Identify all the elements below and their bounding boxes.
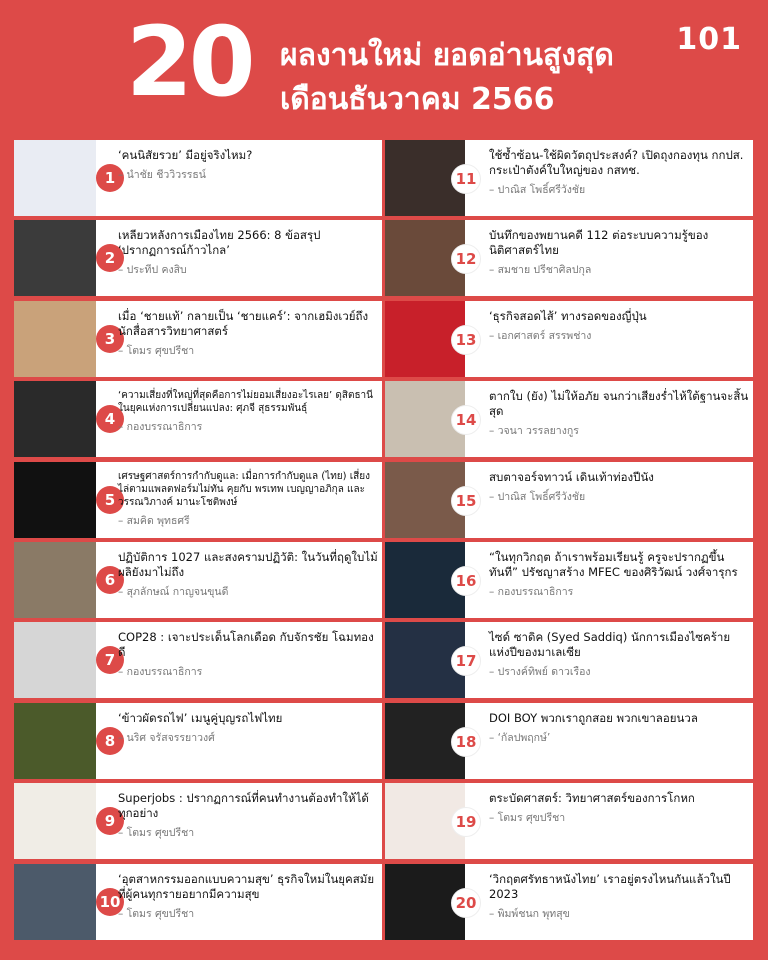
article-title: ‘ข้าวผัดรถไฟ’ เมนูคู่บุญรถไฟไทย xyxy=(118,710,283,725)
article-card[interactable] xyxy=(14,864,382,940)
article-title: สบตาจอร์จทาวน์ เดินเท้าท่องปีนัง xyxy=(489,469,654,484)
article-title: บันทึกของพยานคดี 112 ต่อระบบความรู้ของนิติศาสตร์ไทย xyxy=(489,228,709,258)
left-column xyxy=(14,140,382,944)
article-card[interactable] xyxy=(385,622,753,698)
article-thumbnail xyxy=(14,864,96,940)
article-card[interactable] xyxy=(385,220,753,296)
logo-101: 101 xyxy=(676,22,742,57)
article-thumbnail xyxy=(14,462,96,538)
article-title: ‘ความเสี่ยงที่ใหญ่ที่สุดคือการไม่ยอมเสี่ยงอะไรเลย’ ดุสิตธานีในยุคแห่งการเปลี่ยนแปลง: ศุภจี สุธรรมพันธุ์ xyxy=(118,390,373,415)
article-title: ตากใบ (ยัง) ไม่ให้อภัย จนกว่าเสียงร่ำไห้ใต้ฐานจะสิ้นสุด xyxy=(489,389,749,419)
article-thumbnail xyxy=(14,542,96,618)
article-card[interactable] xyxy=(14,462,382,538)
title-line1: ผลงานใหม่ ยอดอ่านสูงสุด xyxy=(280,38,614,73)
article-author: – ปาณิส โพธิ์ศรีวังชัย xyxy=(489,184,586,196)
article-title: ใช้ซ้ำซ้อน-ใช้ผิดวัตถุประสงค์? เปิดถุงกองทุน กกปส. กระเป๋าตังค์ใบใหญ่ของ กสทช. xyxy=(489,148,744,177)
article-text xyxy=(118,630,378,680)
rank-badge: 19 xyxy=(451,807,481,837)
rank-badge: 3 xyxy=(96,325,124,353)
article-text xyxy=(489,309,749,344)
article-text xyxy=(118,872,378,922)
rank-badge: 11 xyxy=(451,164,481,194)
article-thumbnail xyxy=(14,220,96,296)
rank-badge: 14 xyxy=(451,405,481,435)
article-title: COP28 : เจาะประเด็นโลกเดือด กับจักรชัย โฉมทองดี xyxy=(118,630,374,660)
article-author: – กองบรรณาธิการ xyxy=(489,585,574,598)
rank-badge: 18 xyxy=(451,727,481,757)
article-text xyxy=(118,228,378,278)
article-author: – กองบรรณาธิการ xyxy=(118,421,203,434)
rank-badge: 20 xyxy=(451,888,481,918)
rank-badge: 16 xyxy=(451,566,481,596)
rank-badge: 2 xyxy=(96,244,124,272)
rank-badge: 8 xyxy=(96,727,124,755)
article-title: เศรษฐศาสตร์การกำกับดูแล: เมื่อการกำกับดูแล (ไทย) เสี่ยงไล่ตามแพลตฟอร์มไม่ทัน คุยกับ พรเทพ เบญญาอภิกุล และวรรณวิภางค์ มานะโชติพงษ์ xyxy=(118,470,371,508)
article-author: – โตมร ศุขปรีชา xyxy=(489,812,566,825)
article-title: เหลียวหลังการเมืองไทย 2566: 8 ข้อสรุป ‘ปรากฏการณ์ก้าวไกล’ xyxy=(118,228,321,258)
article-text xyxy=(489,389,749,439)
article-title: ‘คนนิสัยรวย’ มีอยู่จริงไหม? xyxy=(118,148,253,162)
rank-badge: 13 xyxy=(451,325,481,355)
rank-badge: 6 xyxy=(96,566,124,594)
article-card[interactable] xyxy=(14,622,382,698)
article-author: – โตมร ศุขปรีชา xyxy=(118,907,195,920)
title-line2: เดือนธันวาคม 2566 xyxy=(280,82,555,117)
article-title: ปฏิบัติการ 1027 และสงครามปฏิวัติ: ในวันที่ฤดูใบไม้ผลิยังมาไม่ถึง xyxy=(118,549,378,579)
article-card[interactable] xyxy=(14,301,382,377)
article-thumbnail xyxy=(14,140,96,216)
article-author: – พิมพ์ชนก พุทสุข xyxy=(489,907,570,920)
article-author: – กองบรรณาธิการ xyxy=(118,666,203,679)
article-text xyxy=(489,630,749,680)
rank-badge: 4 xyxy=(96,405,124,433)
article-text xyxy=(118,711,378,746)
article-card[interactable] xyxy=(385,703,753,779)
article-title: เมื่อ ‘ชายแท้’ กลายเป็น ‘ชายแคร์’: จากเฮมิงเวย์ถึงนักสื่อสารวิทยาศาสตร์ xyxy=(118,308,369,338)
page-title xyxy=(280,34,614,122)
article-author: – สมชาย ปรีชาศิลปกุล xyxy=(489,264,592,277)
rank-badge: 10 xyxy=(96,888,124,916)
article-card[interactable] xyxy=(385,140,753,216)
article-card[interactable] xyxy=(385,542,753,618)
article-card[interactable] xyxy=(385,381,753,457)
article-title: ตระบัดศาสตร์: วิทยาศาสตร์ของการโกหก xyxy=(489,791,695,806)
big-number: 20 xyxy=(126,6,252,118)
article-title: “ในทุกวิกฤต ถ้าเราพร้อมเรียนรู้ ครูจะปรากฏขึ้นทันที” ปรัชญาสร้าง MFEC ของศิริวัฒน์ วงศ์จารุกร xyxy=(489,549,738,579)
article-title: ‘วิกฤตศรัทธาหนังไทย’ เราอยู่ตรงไหนกันแล้วในปี 2023 xyxy=(489,871,731,901)
article-thumbnail xyxy=(14,301,96,377)
article-author: – เอกศาสตร์ สรรพช่าง xyxy=(489,329,592,342)
article-title: ไซด์ ซาดิค (Syed Saddiq) นักการเมืองไซคร้ายแห่งปีของมาเลเซีย xyxy=(489,630,731,660)
article-text xyxy=(118,309,378,359)
article-text xyxy=(118,389,378,435)
right-column xyxy=(385,140,753,944)
rank-badge: 7 xyxy=(96,646,124,674)
article-text xyxy=(489,872,749,922)
article-author: – ‘กัลปพฤกษ์’ xyxy=(489,731,551,744)
article-text xyxy=(118,470,378,529)
article-author: – สุภลักษณ์ กาญจนขุนดี xyxy=(118,585,229,598)
article-card[interactable] xyxy=(14,703,382,779)
article-title: ‘อุตสาหกรรมออกแบบความสุข’ ธุรกิจใหม่ในยุคสมัยที่ผู้คนทุกรายอยากมีความสุข xyxy=(118,871,375,901)
article-author: – วจนา วรรลยางกูร xyxy=(489,425,579,438)
article-text xyxy=(489,711,749,746)
article-text xyxy=(118,550,378,600)
article-card[interactable] xyxy=(14,381,382,457)
article-card[interactable] xyxy=(14,542,382,618)
article-author: – สมคิด พุทธศรี xyxy=(118,514,190,527)
article-card[interactable] xyxy=(14,220,382,296)
article-text xyxy=(489,550,749,600)
article-text xyxy=(489,148,749,198)
article-author: – ปรางค์ทิพย์ ดาวเรือง xyxy=(489,666,591,679)
article-card[interactable] xyxy=(385,864,753,940)
article-card[interactable] xyxy=(385,783,753,859)
article-thumbnail xyxy=(14,381,96,457)
article-card[interactable] xyxy=(385,462,753,538)
article-thumbnail xyxy=(14,703,96,779)
rank-badge: 9 xyxy=(96,807,124,835)
article-author: – นำชัย ชีววิวรรธน์ xyxy=(118,169,206,181)
article-card[interactable] xyxy=(385,301,753,377)
article-card[interactable] xyxy=(14,783,382,859)
article-title: DOI BOY พวกเราถูกสอย พวกเขาลอยนวล xyxy=(489,710,698,725)
article-author: – นริศ จรัสจรรยาวงศ์ xyxy=(118,731,215,744)
rank-badge: 12 xyxy=(451,244,481,274)
rank-badge: 1 xyxy=(96,164,124,192)
rank-badge: 5 xyxy=(96,486,124,514)
article-text xyxy=(118,148,378,183)
article-title: Superjobs : ปรากฏการณ์ที่คนทำงานต้องทำให้ได้ทุกอย่าง xyxy=(118,791,369,821)
article-thumbnail xyxy=(14,783,96,859)
article-author: – โตมร ศุขปรีชา xyxy=(118,827,195,840)
article-author: – ปาณิส โพธิ์ศรีวังชัย xyxy=(489,490,586,503)
article-text xyxy=(489,791,749,826)
article-text xyxy=(118,791,378,841)
article-thumbnail xyxy=(14,622,96,698)
article-author: – ประทีป คงสิบ xyxy=(118,264,187,277)
article-title: ‘ธุรกิจสอดไส้’ ทางรอดของญี่ปุ่น xyxy=(489,308,647,323)
article-text xyxy=(489,228,749,278)
article-author: – โตมร ศุขปรีชา xyxy=(118,344,195,357)
rank-badge: 15 xyxy=(451,486,481,516)
article-text xyxy=(489,470,749,505)
rank-badge: 17 xyxy=(451,646,481,676)
article-card[interactable] xyxy=(14,140,382,216)
